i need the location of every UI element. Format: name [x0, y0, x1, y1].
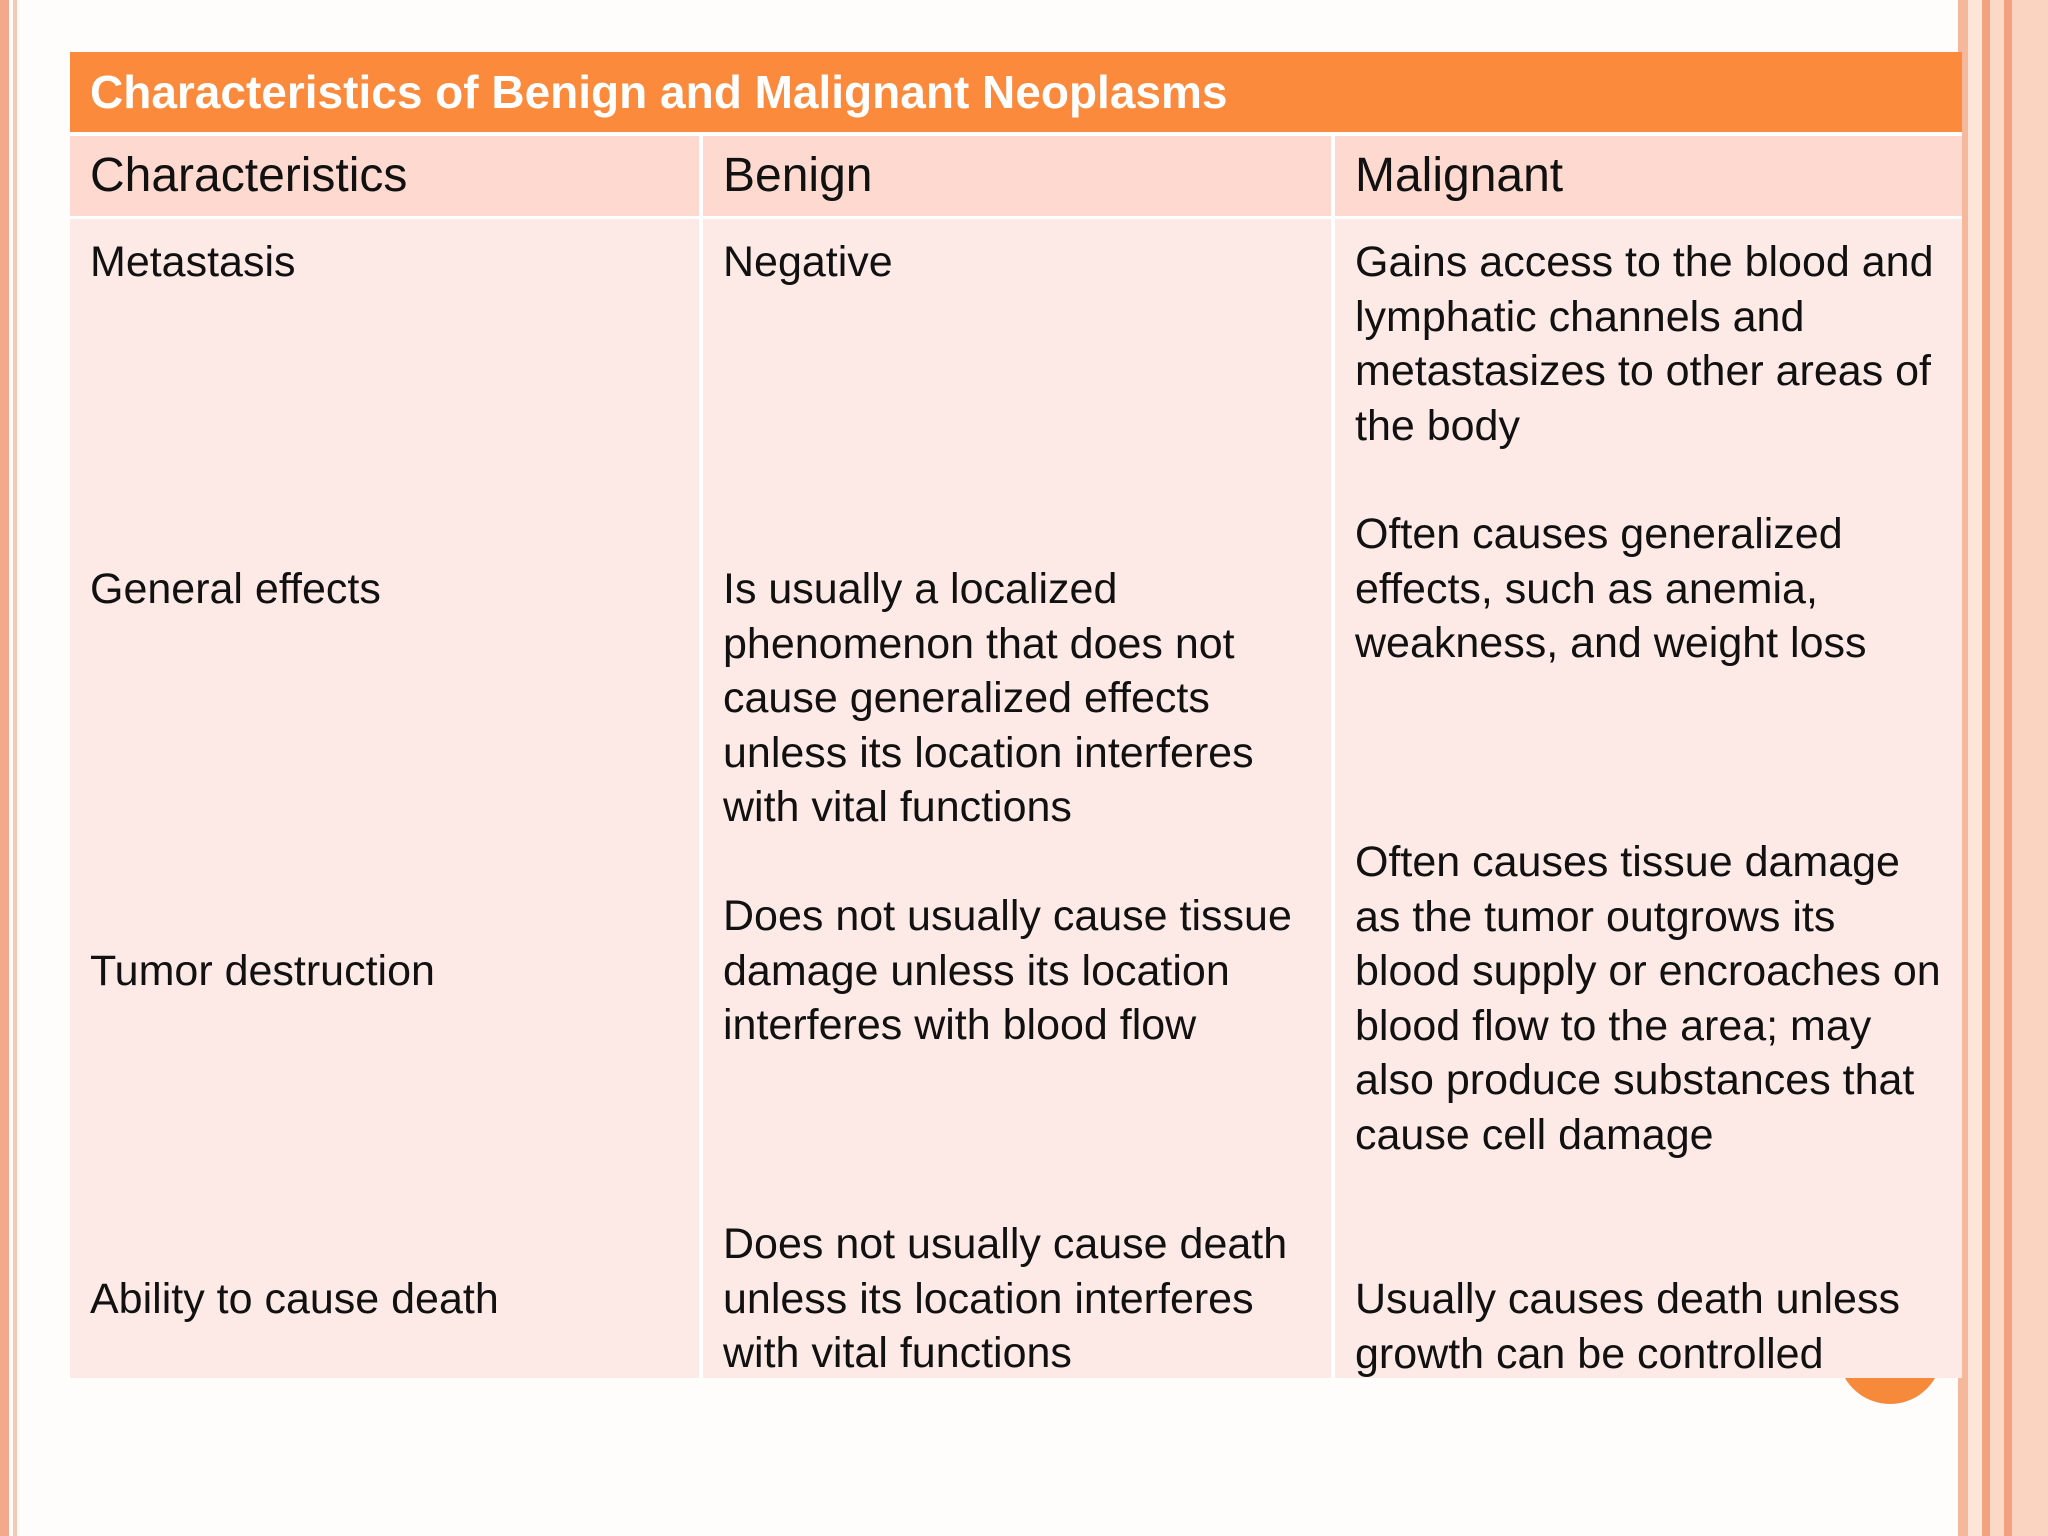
characteristic-metastasis: Metastasis	[90, 238, 296, 286]
neoplasm-comparison-table	[70, 52, 1962, 1378]
malignant-ability-to-cause-death: Usually causes death unless growth can be controlled	[1355, 1275, 1900, 1378]
malignant-column	[1333, 218, 1962, 1379]
left-border-stripe	[0, 0, 9, 1536]
benign-column	[701, 218, 1333, 1379]
right-border-stripe	[1982, 0, 1990, 1536]
benign-ability-to-cause-death: Does not usually cause death unless its location interferes with vital functions	[723, 1220, 1288, 1377]
column-header-benign: Benign	[701, 134, 1333, 218]
benign-metastasis: Negative	[723, 238, 893, 286]
left-border-thin-stripe	[13, 0, 17, 1536]
characteristic-general-effects: General effects	[90, 565, 381, 613]
table-title-row	[70, 52, 1962, 134]
column-header-malignant: Malignant	[1333, 134, 1962, 218]
column-header-characteristics: Characteristics	[70, 134, 701, 218]
table-title: Characteristics of Benign and Malignant Neoplasms	[70, 52, 1962, 134]
malignant-general-effects: Often causes generalized effects, such as anemia, weakness, and weight loss	[1355, 510, 1867, 667]
benign-tumor-destruction: Does not usually cause tissue damage unless its location interferes with blood flow	[723, 892, 1292, 1049]
right-border-stripe	[1990, 0, 2004, 1536]
right-border-stripe	[2004, 0, 2012, 1536]
characteristics-column	[70, 218, 701, 1379]
table-header-row	[70, 134, 1962, 218]
benign-general-effects: Is usually a localized phenomenon that does not cause generalized effects unless its location interferes with vital functions	[723, 565, 1254, 831]
characteristic-ability-to-cause-death: Ability to cause death	[90, 1275, 499, 1323]
characteristic-tumor-destruction: Tumor destruction	[90, 947, 435, 995]
table-body-row	[70, 218, 1962, 1379]
malignant-tumor-destruction: Often causes tissue damage as the tumor outgrows its blood supply or encroaches on blood flow to the area; may also produce substances that cause cell damage	[1355, 838, 1941, 1159]
right-border-stripe	[2012, 0, 2048, 1536]
malignant-metastasis: Gains access to the blood and lymphatic channels and metastasizes to other areas of the body	[1355, 238, 1934, 450]
right-border-stripe	[1968, 0, 1982, 1536]
